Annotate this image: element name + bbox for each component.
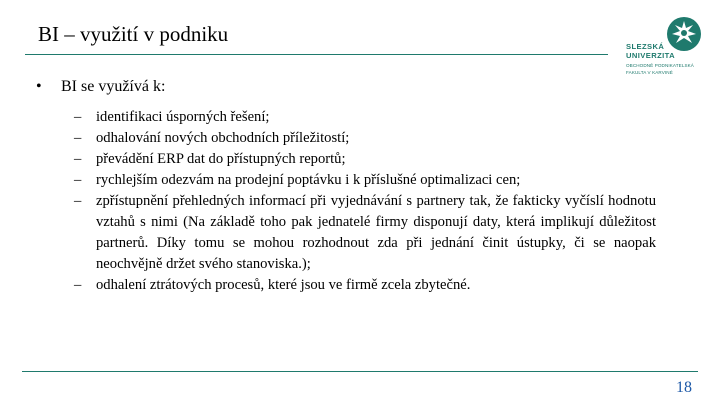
list-item <box>74 275 664 296</box>
list-item <box>74 107 664 128</box>
footer-divider <box>22 371 698 372</box>
dash-marker: – <box>74 193 82 209</box>
logo-text-line1: SLEZSKÁ <box>626 42 665 51</box>
bullet-dot: • <box>36 78 42 95</box>
list-item-text: zpřístupnění přehledných informací při vyjednávání s partnery tak, že fakticky vyčíslí hodnotu vztahů s nimi (Na základě toho pak jednatelé firmy disponují daty, která implikují důležitost partnerů. Díky tomu se mohou rozhodnout zda při jednání činit ústupky, či se naopak neochvějně držet svého stanoviska.); <box>96 193 656 272</box>
list-item-text: identifikaci úsporných řešení; <box>96 109 270 125</box>
logo-subtext-line2: FAKULTA V KARVINÉ <box>626 70 673 75</box>
list-item-text: odhalení ztrátových procesů, které jsou ve firmě zcela zbytečné. <box>96 277 471 293</box>
dash-marker: – <box>74 109 82 125</box>
title-divider <box>25 54 608 55</box>
list-item-text: rychlejším odezvám na prodejní poptávku i k příslušné optimalizaci cen; <box>96 172 521 188</box>
page-number: 18 <box>676 379 692 396</box>
logo-text-line2: UNIVERZITA <box>626 51 675 60</box>
university-logo <box>626 16 702 76</box>
list-item-text: převádění ERP dat do přístupných reportů; <box>96 151 346 167</box>
dash-marker: – <box>74 172 82 188</box>
list-item <box>74 170 664 191</box>
main-bullet <box>36 78 165 96</box>
list-item <box>74 149 664 170</box>
university-emblem-icon <box>666 16 702 52</box>
sub-bullet-list <box>74 107 664 296</box>
logo-subtext-line1: OBCHODNĚ PODNIKATELSKÁ <box>626 63 694 68</box>
list-item-text: odhalování nových obchodních příležitostí; <box>96 130 350 146</box>
main-bullet-text: BI se využívá k: <box>61 78 166 95</box>
slide-title: BI – využití v podniku <box>38 22 229 46</box>
dash-marker: – <box>74 277 82 293</box>
list-item <box>74 191 664 275</box>
dash-marker: – <box>74 151 82 167</box>
list-item <box>74 128 664 149</box>
dash-marker: – <box>74 130 82 146</box>
